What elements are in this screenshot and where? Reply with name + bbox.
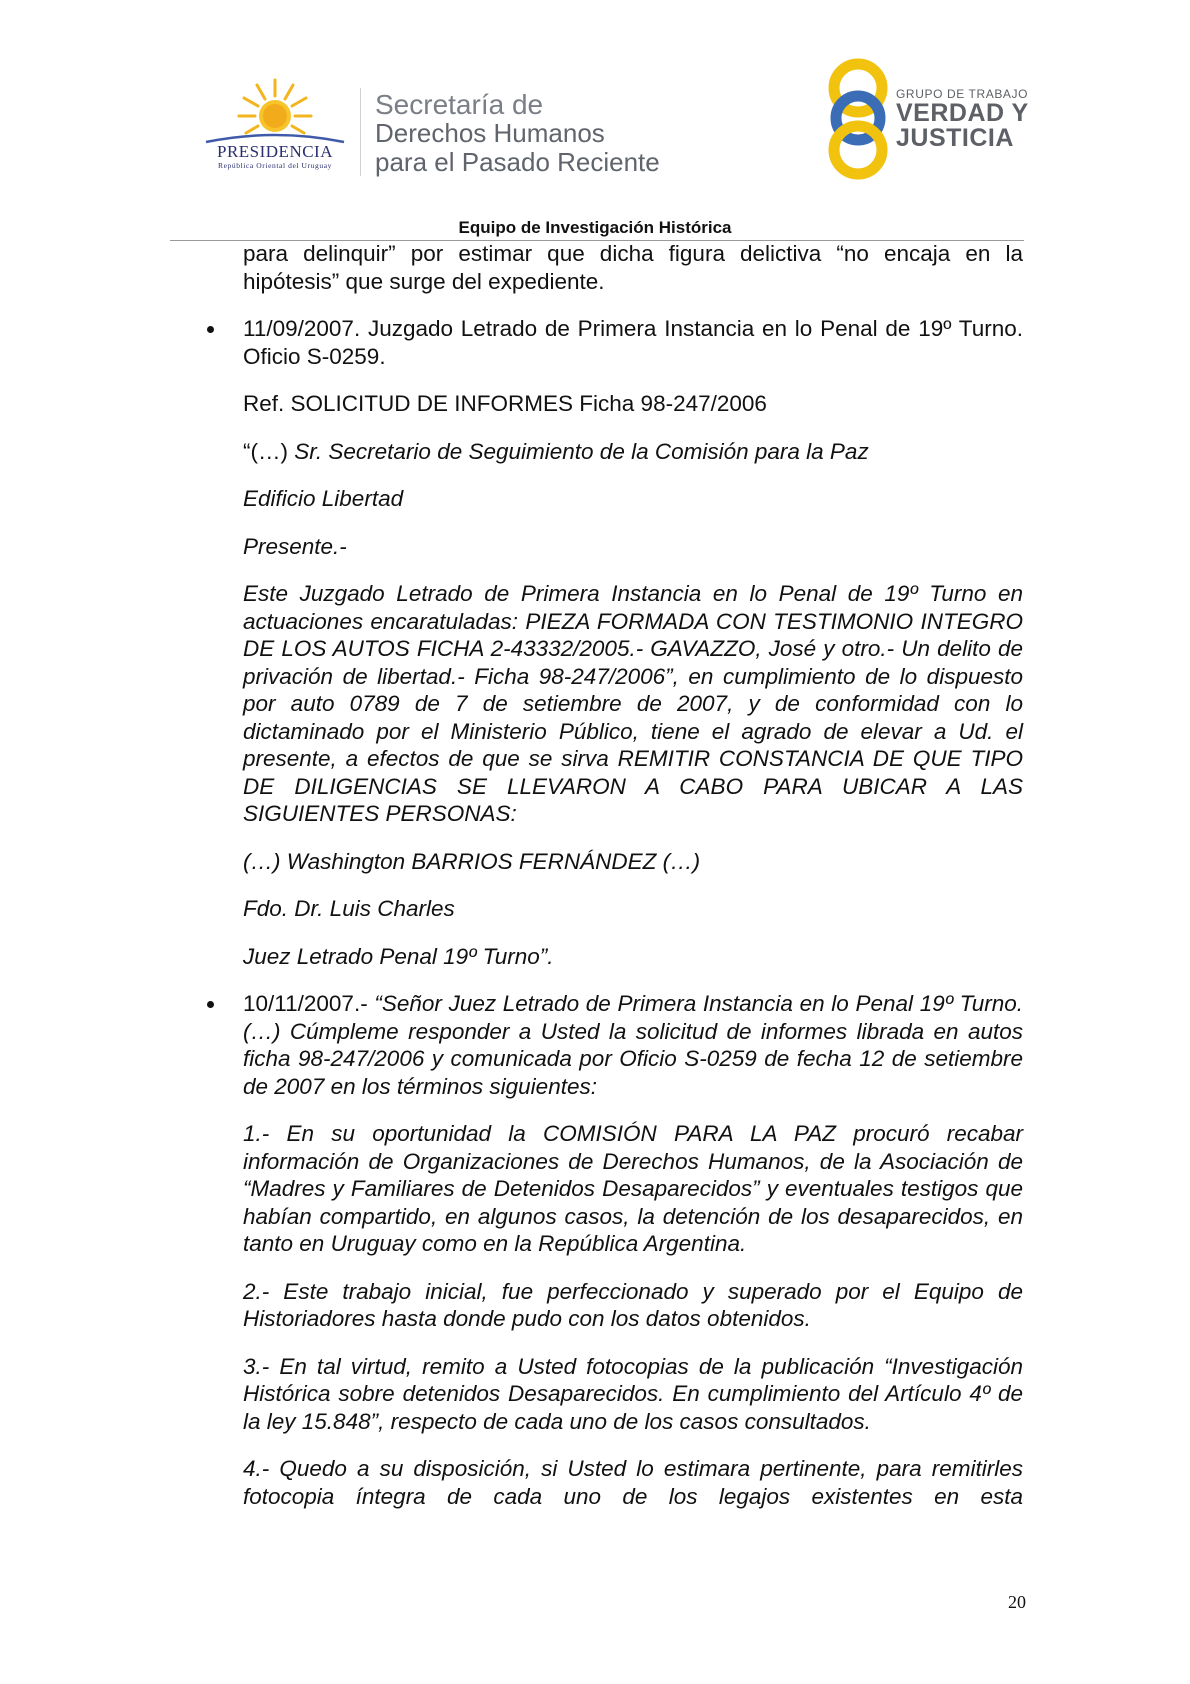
presidencia-wordmark (198, 143, 352, 171)
bullet-text-2: “Señor Juez Letrado de Primera Instancia en lo Penal 19º Turno. (…) Cúmpleme responder a Usted la solicitud de informes librada en autos ficha 98-247/2006 y comunicada por Oficio S-0259 de fecha 12 de setiembre de 2007 en los términos siguientes: (243, 991, 1023, 1099)
presente-line: Presente.- (243, 533, 347, 559)
bullet-text-1: 11/09/2007. Juzgado Letrado de Primera Instancia en lo Penal de 19º Turno. Oficio S-0259. (243, 316, 1023, 369)
bullet-dot (207, 1001, 214, 1008)
addressee-text: Sr. Secretario de Seguimiento de la Comisión para la Paz (294, 438, 869, 464)
bullet-date-2: 10/11/2007.- (243, 991, 375, 1016)
header-divider (360, 88, 361, 176)
secretaria-title (375, 90, 660, 177)
paragraph-continuation: para delinquir” por estimar que dicha figura delictiva “no encaja en la hipótesis” que surge del expediente. (243, 241, 1023, 294)
presidencia-subtitle: República Oriental del Uruguay (217, 161, 332, 170)
document-body (243, 240, 1023, 1530)
page-number: 20 (1008, 1592, 1026, 1612)
verdad-justicia-wordmark (896, 87, 1029, 151)
team-title: Equipo de Investigación Histórica (458, 218, 732, 237)
reference-line: Ref. SOLICITUD DE INFORMES Ficha 98-247/2006 (243, 391, 767, 416)
numbered-point-2: 2.- Este trabajo inicial, fue perfeccionado y superado por el Equipo de Historiadores hasta donde pudo con los datos obtenidos. (243, 1278, 1023, 1331)
secretaria-line-3: para el Pasado Reciente (375, 147, 660, 177)
secretaria-line-2: Derechos Humanos (375, 118, 605, 148)
numbered-point-1: 1.- En su oportunidad la COMISIÓN PARA LA PAZ procuró recabar información de Organizaciones de Derechos Humanos, de la Asociación de “Madres y Familiares de Detenidos Desaparecidos” y eventuales testigos que habían compartido, en algunos casos, la detención de los desaparecidos, en tanto en Uruguay como en la República Argentina. (243, 1121, 1023, 1256)
court-paragraph: Este Juzgado Letrado de Primera Instancia en lo Penal de 19º Turno en actuaciones encaratuladas: PIEZA FORMADA CON TESTIMONIO INTEGRO DE LOS AUTOS FICHA 2-43332/2005.- GAVAZZO, José y otro.- Un delito de privación de libertad.- Ficha 98-247/2006”, en cumplimiento de lo dispuesto por auto 0789 de 7 de setiembre de 2007, y de conformidad con lo dictaminado por el Ministerio Público, tiene el agrado de elevar a Ud. el presente, a efectos de que se sirva REMITIR CONSTANCIA DE QUE TIPO DE DILIGENCIAS SE LLEVARON A CABO PARA UBICAR A LAS SIGUIENTES PERSONAS: (243, 581, 1023, 826)
signature-line: Fdo. Dr. Luis Charles (243, 896, 455, 921)
judge-title-line: Juez Letrado Penal 19º Turno”. (243, 943, 554, 969)
page-header (0, 0, 1190, 240)
person-line: (…) Washington BARRIOS FERNÁNDEZ (…) (243, 848, 701, 874)
quote-open: “(…) (243, 438, 295, 464)
vj-verdad: VERDAD Y (896, 99, 1029, 127)
addressee-line (243, 438, 1023, 466)
building-line: Edificio Libertad (243, 486, 404, 511)
vj-group-label: GRUPO DE TRABAJO (896, 87, 1029, 101)
vj-justicia: JUSTICIA (896, 124, 1014, 152)
secretaria-line-1: Secretaría de (375, 89, 544, 120)
bullet-dot (207, 326, 214, 333)
bullet-item-2 (243, 990, 1023, 1100)
bullet-item-1 (243, 315, 1023, 370)
presidencia-title: PRESIDENCIA (216, 142, 333, 161)
numbered-point-3: 3.- En tal virtud, remito a Usted fotocopias de la publicación “Investigación Histórica sobre detenidos Desaparecidos. En cumplimiento del Artículo 4º de la ley 15.848”, respecto de cada uno de los casos consultados. (243, 1353, 1023, 1434)
numbered-point-4: 4.- Quedo a su disposición, si Usted lo estimara pertinente, para remitirles fotocopia íntegra de cada uno de los legajos existentes en esta (243, 1456, 1023, 1509)
